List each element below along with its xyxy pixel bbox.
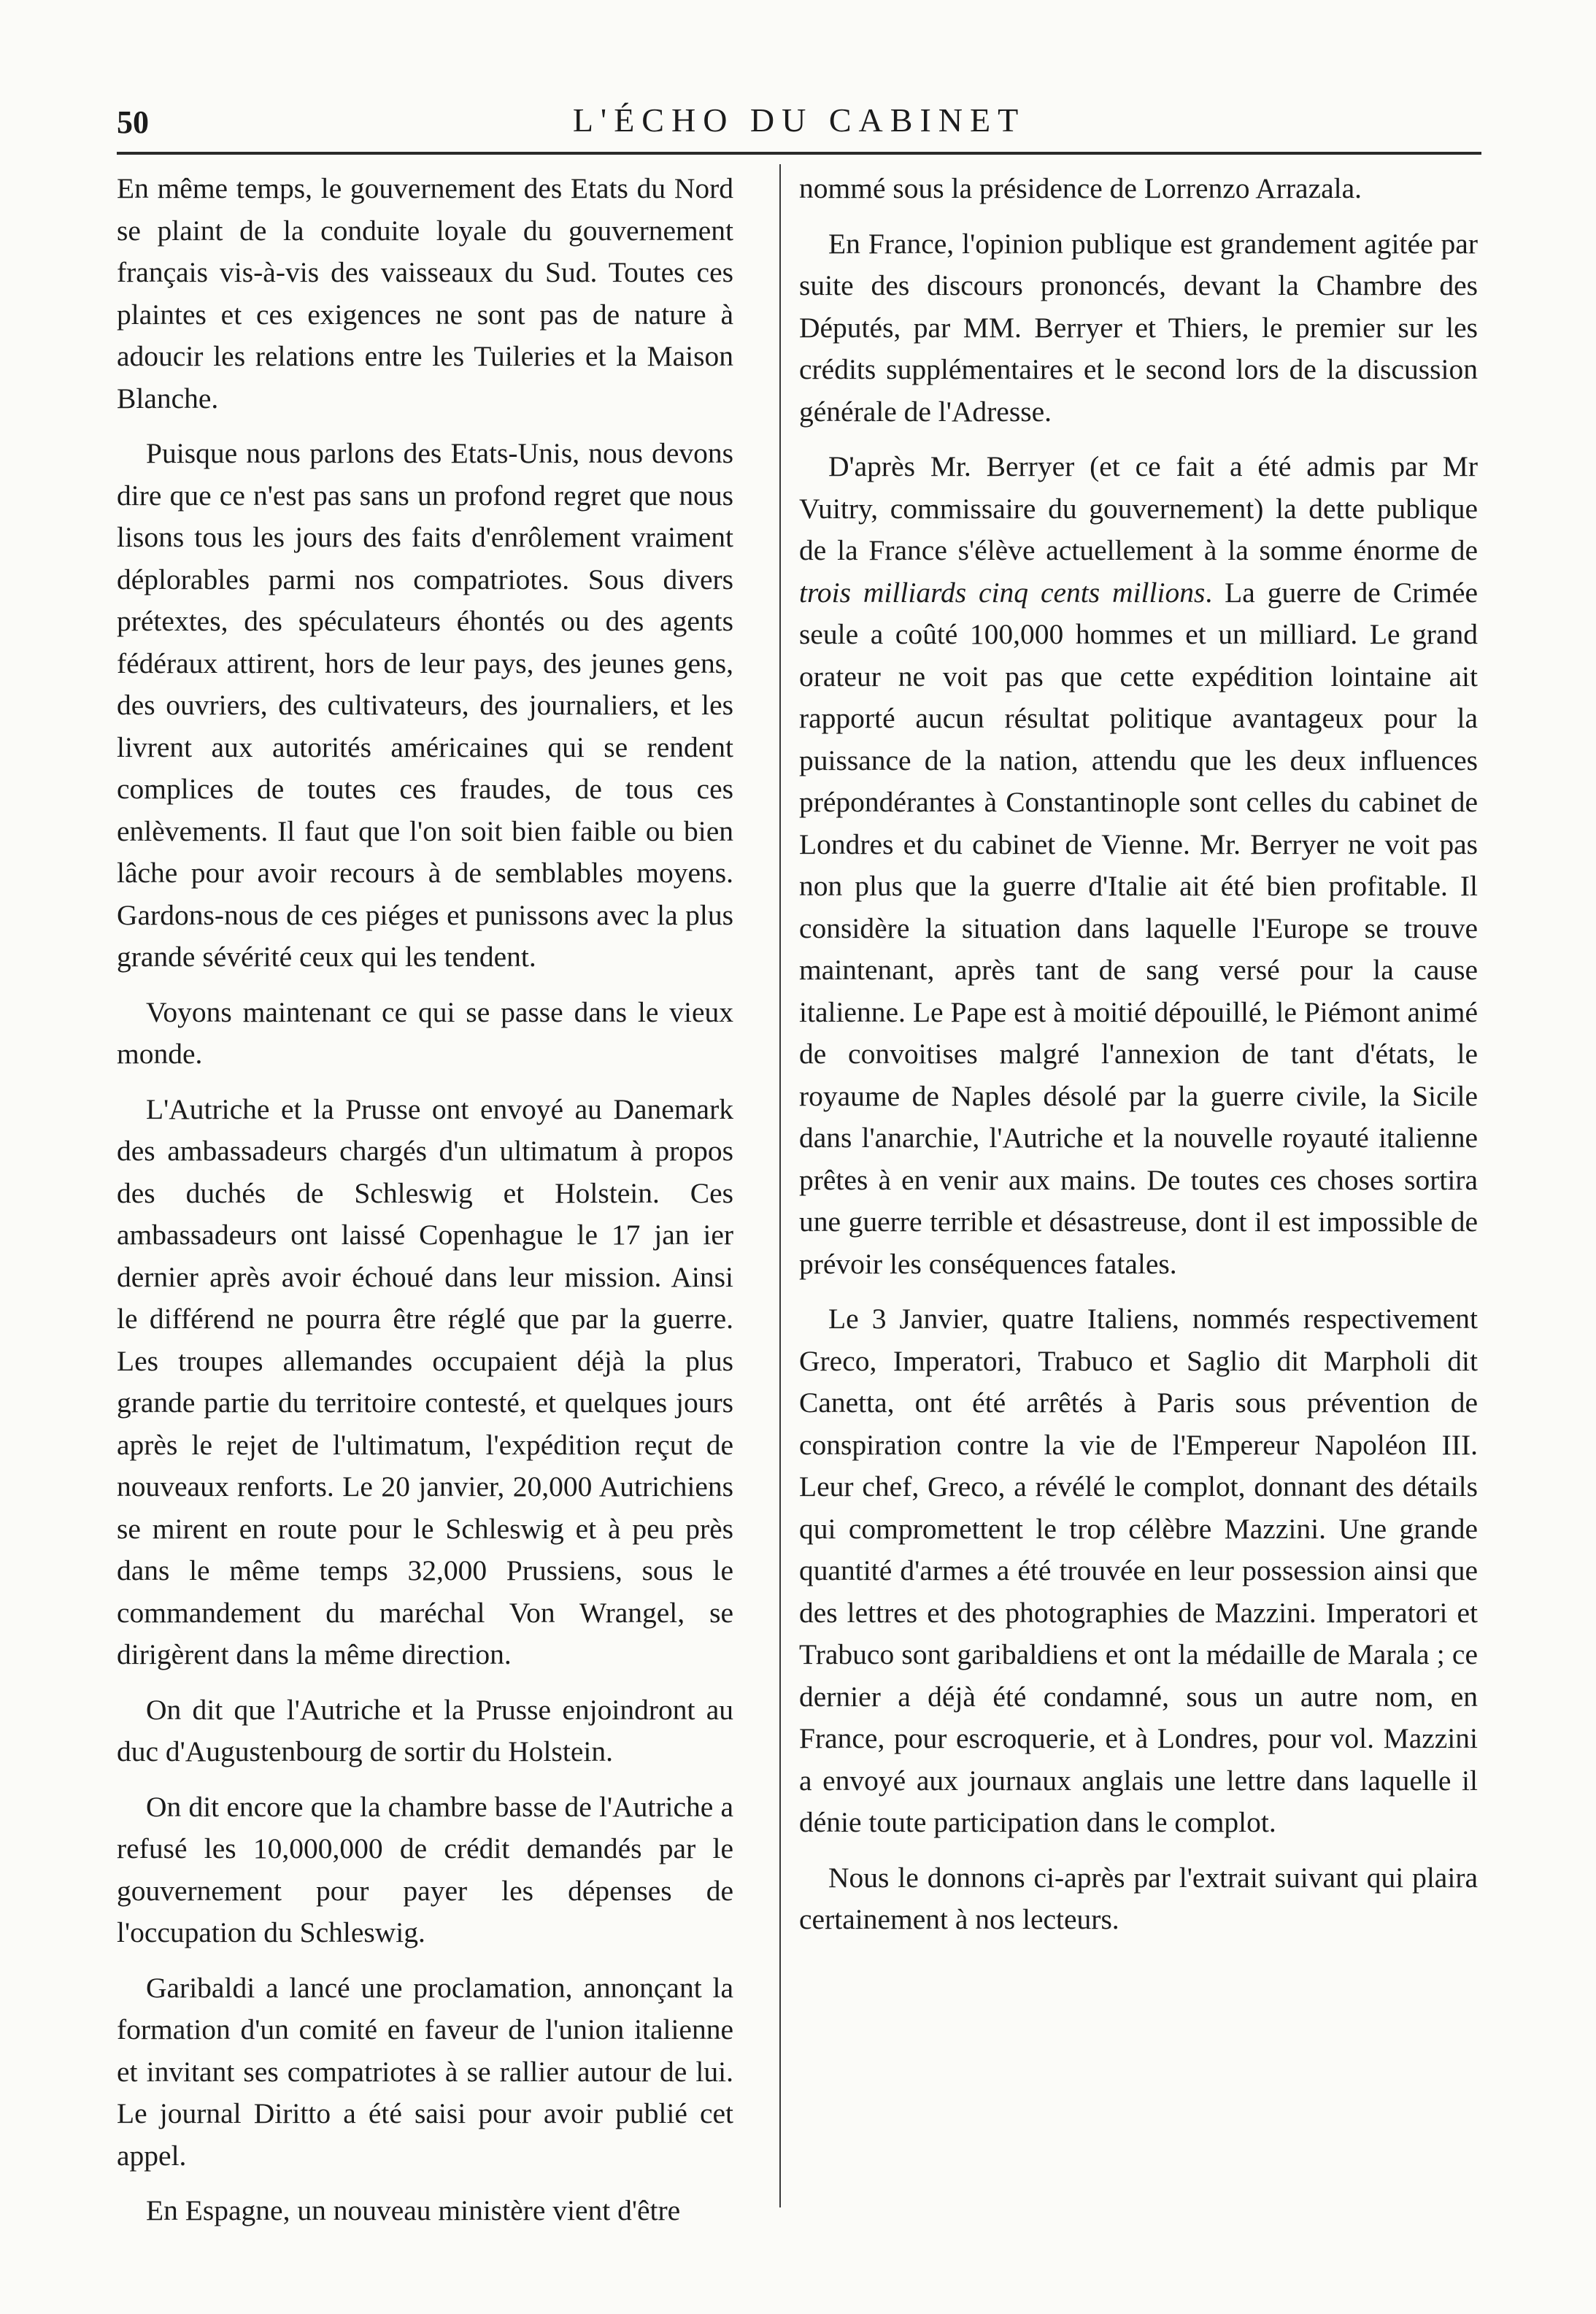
paragraph-text: . La guerre de Crimée seule a coûté 100,000 hommes et un milliard. Le grand orateur ne voit pas que cette expédition lointaine ait rapporté aucun résultat politique avantageux pour la puissance de la nation, attendu que les deux influences prépondérantes à Constantinople sont celles du cabinet de Londres et du cabinet de Vienne. Mr. Berryer ne voit pas non plus que la guerre d'Italie ait été bien profitable. Il considère la situation dans laquelle l'Europe se trouve maintenant, après tant de sang versé pour la cause italienne. Le Pape est à moitié dépouillé, le Piémont animé de convoitises malgré l'annexion de tant d'états, le royaume de Naples désolé par la guerre civile, la Sicile dans l'anarchie, l'Autriche et la nouvelle royauté italienne prêtes à en venir aux mains. De toutes ces choses sortira une guerre terrible et désastreuse, dont il est impossible de prévoir les conséquences fatales. [799, 576, 1478, 1280]
page-number: 50 [117, 104, 149, 140]
paragraph [799, 446, 1478, 1285]
paragraph: Puisque nous parlons des Etats-Unis, nous devons dire que ce n'est pas sans un profond regret que nous lisons tous les jours des faits d'enrôlement vraiment déplorables parmi nos compatriotes. Sous divers prétextes, des spéculateurs éhontés ou des agents fédéraux attirent, hors de leur pays, des jeunes gens, des ouvriers, des cultivateurs, des journaliers, et les livrent aux autorités américaines qui se rendent complices de toutes ces fraudes, de tous ces enlèvements. Il faut que l'on soit bien faible ou bien lâche pour avoir recours à de semblables moyens. Gardons-nous de ces piéges et punissons avec la plus grande sévérité ceux qui les tendent. [117, 437, 733, 973]
paragraph: En même temps, le gouvernement des Etats du Nord se plaint de la conduite loyale du gouvernement français vis-à-vis des vaisseaux du Sud. Toutes ces plaintes et ces exigences ne sont pas de nature à adoucir les relations entre les Tuileries et la Maison Blanche. [117, 172, 733, 414]
paragraph: En Espagne, un nouveau ministère vient d'être [146, 2194, 681, 2226]
paragraph: On dit que l'Autriche et la Prusse enjoindront au duc d'Augustenbourg de sortir du Holstein. [117, 1693, 733, 1767]
header-rule [117, 152, 1481, 155]
left-column [117, 168, 733, 2245]
paragraph: L'Autriche et la Prusse ont envoyé au Danemark des ambassadeurs chargés d'un ultimatum à propos des duchés de Schleswig et Holstein. Ces ambassadeurs ont laissé Copenhague le 17 jan ier dernier après avoir échoué dans leur mission. Ainsi le différend ne pourra être réglé que par la guerre. Les troupes allemandes occupaient déjà la plus grande partie du territoire contesté, et quelques jours après le rejet de l'ultimatum, l'expédition reçut de nouveaux renforts. Le 20 janvier, 20,000 Autrichiens se mirent en route pour le Schleswig et à peu près dans le même temps 32,000 Prussiens, sous le commandement du maréchal Von Wrangel, se dirigèrent dans la même direction. [117, 1092, 733, 1670]
column-divider [779, 164, 781, 2207]
paragraph-text: D'après Mr. Berryer (et ce fait a été admis par Mr Vuitry, commissaire du gouvernement) la dette publique de la France s'élève actuellement à la somme énorme de [799, 450, 1478, 566]
paragraph: En France, l'opinion publique est grandement agitée par suite des discours prononcés, devant la Chambre des Députés, par MM. Berryer et Thiers, le premier sur les crédits supplémentaires et le second lors de la discussion générale de l'Adresse. [799, 227, 1478, 428]
paragraph: nommé sous la présidence de Lorrenzo Arrazala. [799, 172, 1362, 204]
paragraph: Le 3 Janvier, quatre Italiens, nommés respectivement Greco, Imperatori, Trabuco et Saglio dit Marpholi dit Canetta, ont été arrêtés à Paris sous prévention de conspiration contre la vie de l'Empereur Napoléon III. Leur chef, Greco, a révélé le complot, donnant des détails qui compromettent le trop célèbre Mazzini. Une grande quantité d'armes a été trouvée en leur possession ainsi que des lettres et des photographies de Mazzini. Imperatori et Trabuco sont garibaldiens et ont la médaille de Marala ; ce dernier a déjà été condamné, sous un autre nom, en France, pour escroquerie, et à Londres, pour vol. Mazzini a envoyé aux journaux anglais une lettre dans laquelle il dénie toute participation dans le complot. [799, 1303, 1478, 1838]
paragraph: Garibaldi a lancé une proclamation, annonçant la formation d'un comité en faveur de l'union italienne et invitant ses compatriotes à se rallier autour de lui. Le journal Diritto a été saisi pour avoir publié cet appel. [117, 1971, 733, 2172]
paragraph: On dit encore que la chambre basse de l'Autriche a refusé les 10,000,000 de crédit demandés par le gouvernement pour payer les dépenses de l'occupation du Schleswig. [117, 1790, 733, 1948]
page-header [117, 96, 1481, 147]
paragraph: Nous le donnons ci-après par l'extrait suivant qui plaira certainement à nos lecteurs. [799, 1861, 1478, 1935]
emphasized-amount: trois milliards cinq cents millions [799, 576, 1206, 609]
right-column [799, 168, 1478, 1954]
journal-title: L'ÉCHO DU CABINET [572, 101, 1026, 139]
paragraph: Voyons maintenant ce qui se passe dans le vieux monde. [117, 995, 733, 1070]
